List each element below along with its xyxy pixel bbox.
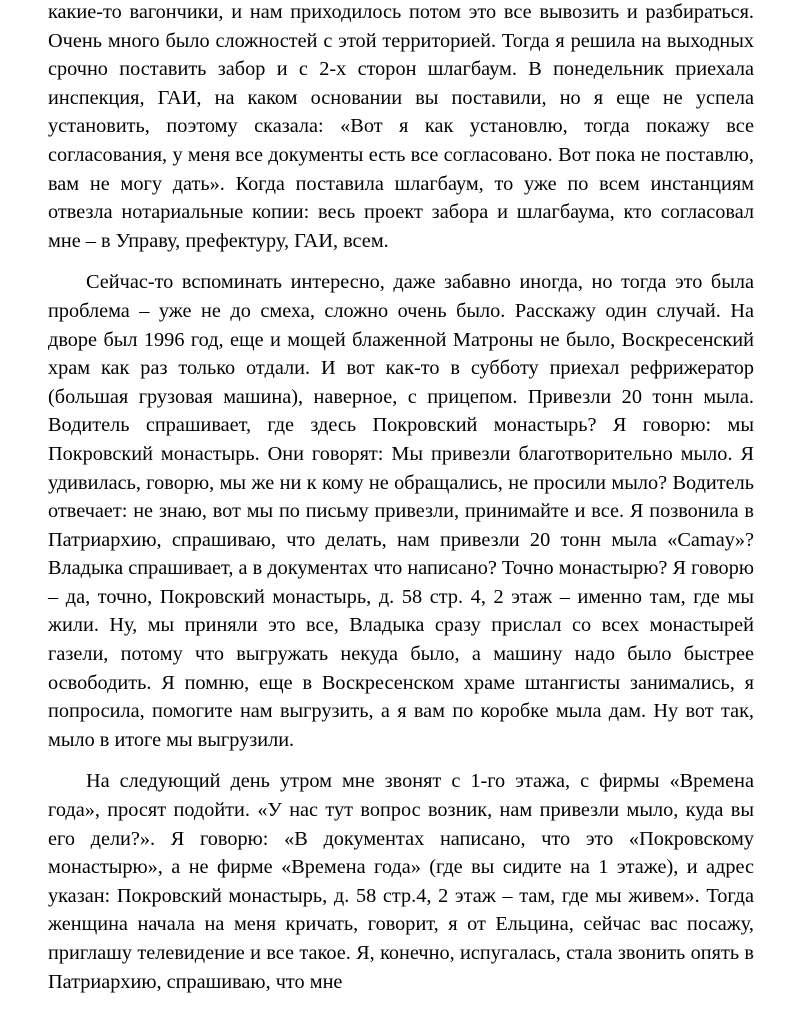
paragraph-fence-story: какие-то вагончики, и нам приходилось потом это все вывозить и разбираться. Очень много было сложностей с этой территорией. Тогда я решила на выходных срочно поставить забор и с 2-х сторон шлагбаум. В понедельник приехала инспекция, ГАИ, на каком основании вы поставили, но я еще не успела установить, поэтому сказала: «Вот я как установлю, тогда покажу все согласования, у меня все документы есть все согласовано. Вот пока не поставлю, вам не могу дать». Когда поставила шлагбаум, то уже по всем инстанциям отвезла нотариальные копии: весь проект забора и шлагбаума, кто согласовал мне – в Управу, префектуру, ГАИ, всем. [48, 1, 754, 252]
document-page [48, 0, 754, 996]
paragraph-next-day: На следующий день утром мне звонят с 1-го этажа, с фирмы «Времена года», просят подойти. «У нас тут вопрос возник, нам привезли мыло, куда вы его дели?». Я говорю: «В документах написано, что это «Покровскому монастырю», а не фирме «Времена года» (где вы сидите на 1 этаже), и адрес указан: Покровский монастырь, д. 58 стр.4, 2 этаж – там, где мы живем». Тогда женщина начала на меня кричать, говорит, я от Ельцина, сейчас вас посажу, приглашу телевидение и все такое. Я, конечно, испугалась, стала звонить опять в Патриархию, спрашиваю, что мне [48, 770, 754, 993]
paragraph-gap [48, 754, 754, 767]
paragraph-soap-delivery: Сейчас-то вспоминать интересно, даже забавно иногда, но тогда это была проблема – уже не до смеха, сложно очень было. Расскажу один случай. На дворе был 1996 год, еще и мощей блаженной Матроны не было, Воскресенский храм как раз только отдали. И вот как-то в субботу приехал рефрижератор (большая грузовая машина), наверное, с прицепом. Привезли 20 тонн мыла. Водитель спрашивает, где здесь Покровский монастырь? Я говорю: мы Покровский монастырь. Они говорят: Мы привезли благотворительно мыло. Я удивилась, говорю, мы же ни к кому не обращались, не просили мыло? Водитель отвечает: не знаю, вот мы по письму привезли, принимайте и все. Я позвонила в Патриархию, спрашиваю, что делать, нам привезли 20 тонн мыла «Camay»? Владыка спрашивает, а в документах что написано? Точно монастырю? Я говорю – да, точно, Покровский монастырь, д. 58 стр. 4, 2 этаж – именно там, где мы жили. Ну, мы приняли это все, Владыка сразу прислал со всех монастырей газели, потому что выгружать некуда было, а машину надо было быстрее освободить. Я помню, еще в Воскресенском храме штангисты занимались, я попросила, помогите нам выгрузить, а я вам по коробке мыла дам. Ну вот так, мыло в итоге мы выгрузили. [48, 271, 754, 751]
paragraph-gap [48, 255, 754, 268]
